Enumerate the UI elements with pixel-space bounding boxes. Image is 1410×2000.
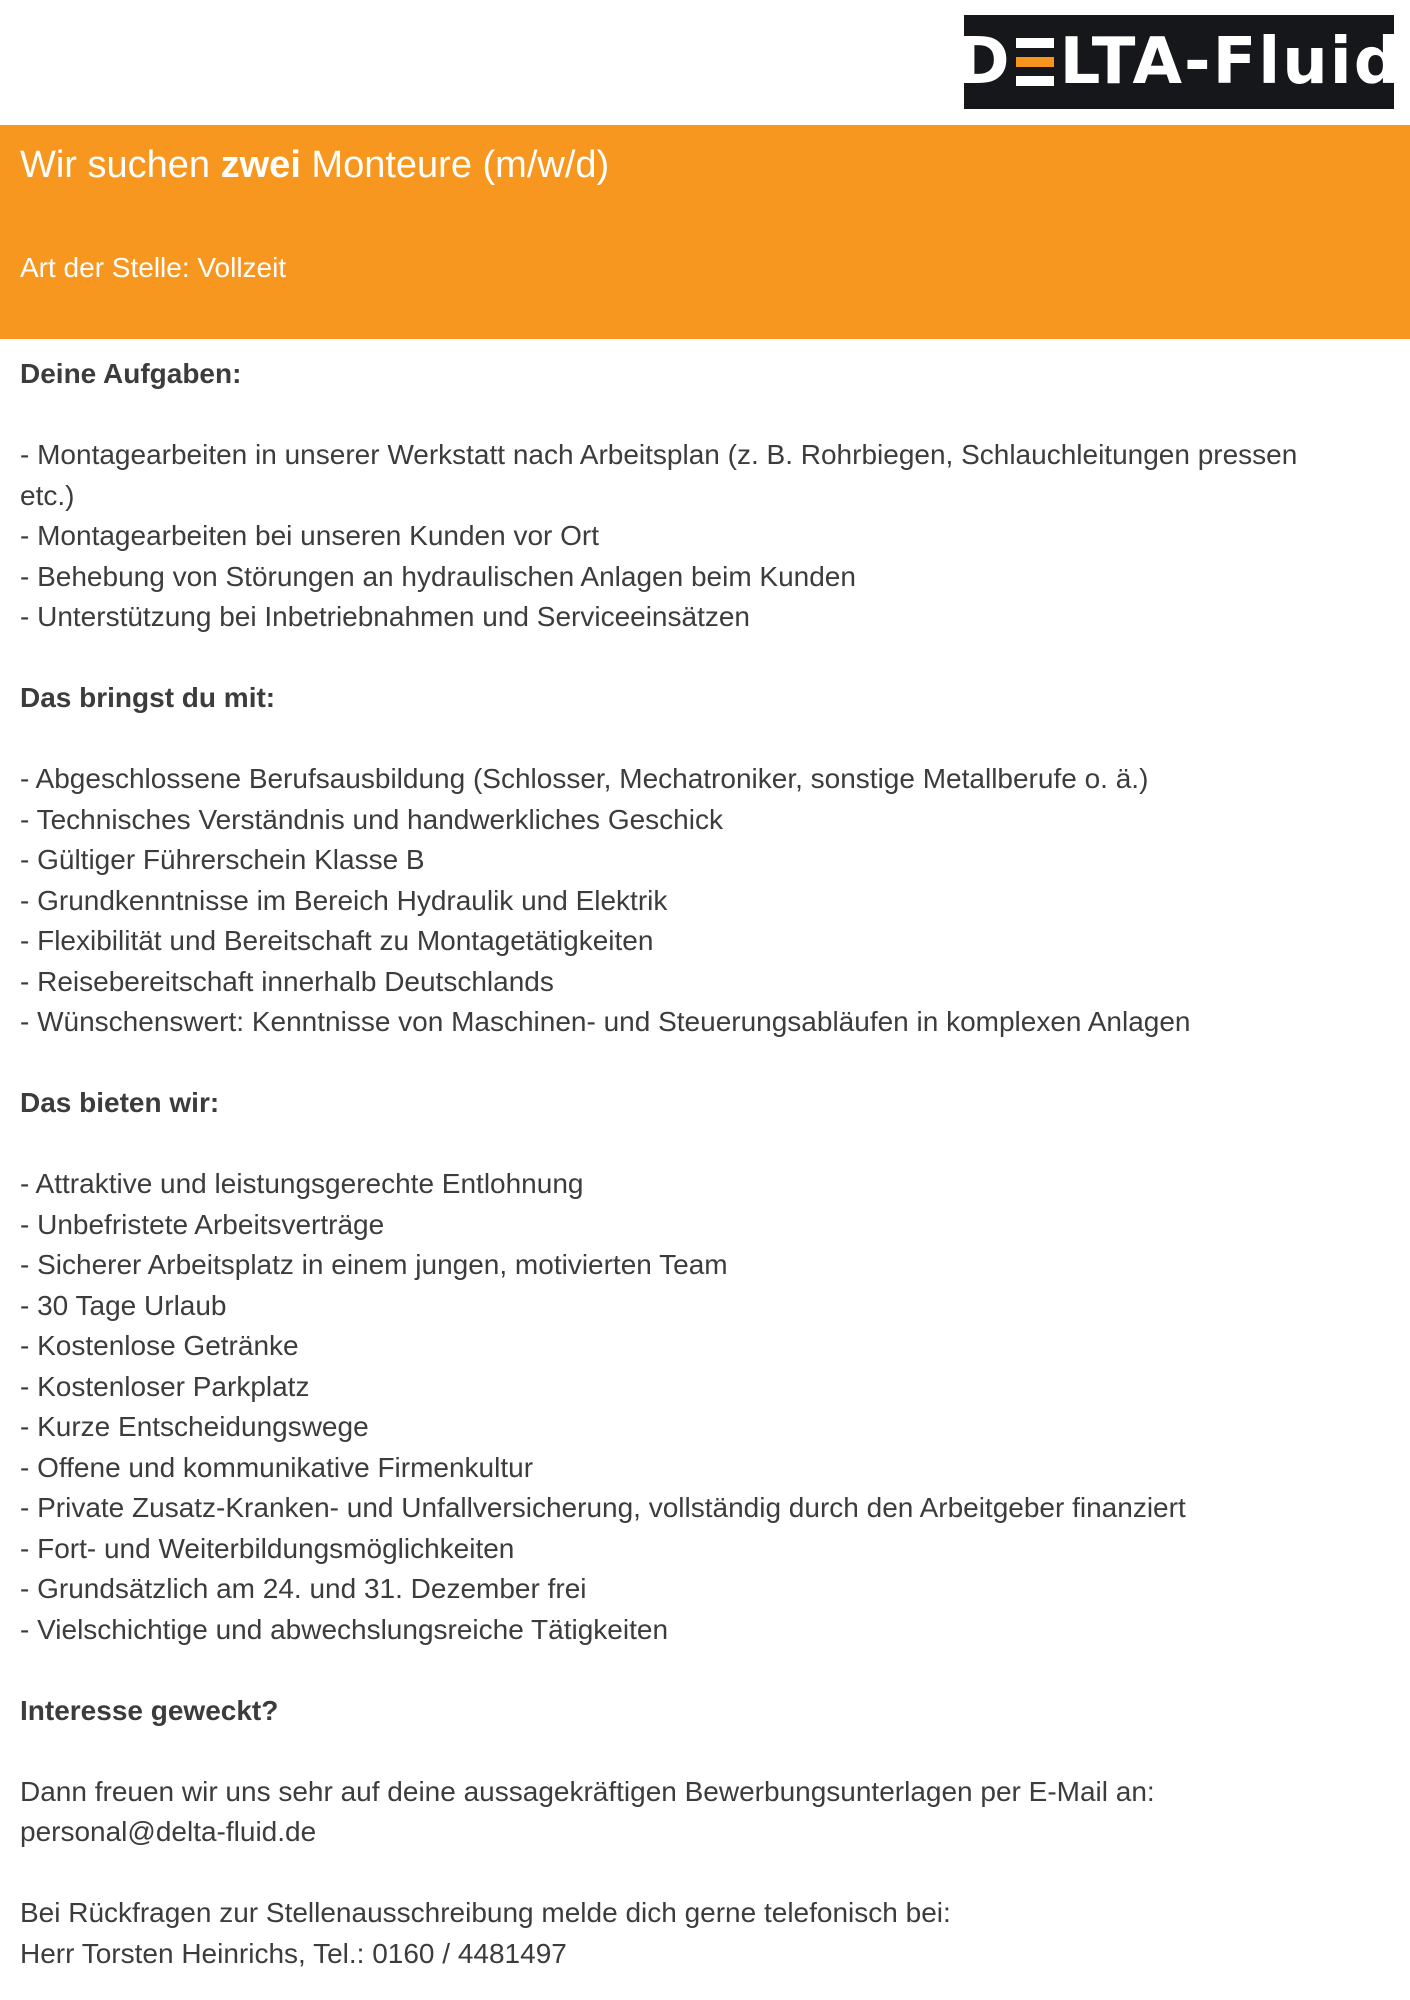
logo-suffix: LTA-Fluid: [1059, 25, 1402, 99]
list-item: - Kostenlose Getränke: [20, 1330, 299, 1361]
job-title-post: Monteure (m/w/d): [300, 144, 610, 186]
list-item: - Vielschichtige und abwechslungsreiche Tätigkeiten: [20, 1613, 669, 1645]
list-item: - Private Zusatz-Kranken- und Unfallversicherung, vollständig durch den Arbeitgeber finanziert: [20, 1492, 1186, 1523]
section-heading-anforderungen: Das bringst du mit:: [20, 682, 276, 713]
aufgaben-list: [20, 435, 1350, 638]
list-item: - Kurze Entscheidungswege: [20, 1411, 369, 1442]
section-heading-kontakt: Interesse geweckt?: [20, 1694, 279, 1726]
list-item: - Wünschenswert: Kenntnisse von Maschinen- und Steuerungsabläufen in komplexen Anlagen: [20, 1006, 1191, 1037]
list-item: - Gültiger Führerschein Klasse B: [20, 844, 425, 875]
list-item: - Kostenloser Parkplatz: [20, 1370, 310, 1402]
list-item: - Flexibilität und Bereitschaft zu Montagetätigkeiten: [20, 925, 654, 956]
apply-text: Dann freuen wir uns sehr auf deine aussagekräftigen Bewerbungsunterlagen per E-Mail an:: [20, 1775, 1155, 1807]
list-item: - Grundkenntnisse im Bereich Hydraulik und Elektrik: [20, 884, 668, 916]
section-heading-aufgaben: Deine Aufgaben:: [20, 358, 242, 389]
list-item: - 30 Tage Urlaub: [20, 1289, 227, 1321]
list-item: - Attraktive und leistungsgerechte Entlohnung: [20, 1168, 584, 1199]
anforderungen-list: [20, 759, 1350, 1043]
job-title: [20, 141, 609, 189]
list-item: - Unbefristete Arbeitsverträge: [20, 1208, 385, 1240]
list-item: - Fort- und Weiterbildungsmöglichkeiten: [20, 1532, 515, 1564]
section-heading-angebot: Das bieten wir:: [20, 1087, 220, 1118]
list-item: - Reisebereitschaft innerhalb Deutschlands: [20, 965, 554, 997]
job-type: Art der Stelle: Vollzeit: [20, 252, 287, 283]
list-item: - Montagearbeiten bei unseren Kunden vor Ort: [20, 520, 600, 551]
list-item: - Sicherer Arbeitsplatz in einem jungen, motivierten Team: [20, 1249, 728, 1280]
job-title-count: zwei: [220, 144, 301, 186]
contact-person: Herr Torsten Heinrichs, Tel.: 0160 / 4481497: [20, 1937, 567, 1969]
logo-e-bars-icon: [1016, 38, 1054, 86]
apply-email[interactable]: personal@delta-fluid.de: [20, 1816, 317, 1847]
delta-fluid-logo: [956, 15, 1402, 109]
list-item: - Grundsätzlich am 24. und 31. Dezember frei: [20, 1573, 587, 1604]
list-item: - Offene und kommunikative Firmenkultur: [20, 1451, 534, 1483]
list-item: - Technisches Verständnis und handwerkliches Geschick: [20, 803, 723, 835]
job-banner: [0, 125, 1410, 339]
questions-text: Bei Rückfragen zur Stellenausschreibung melde dich gerne telefonisch bei:: [20, 1897, 951, 1928]
angebot-list: [20, 1164, 1350, 1650]
job-description: [20, 354, 1350, 1974]
list-item: - Abgeschlossene Berufsausbildung (Schlosser, Mechatroniker, sonstige Metallberufe o. ä.): [20, 763, 1149, 794]
list-item: - Unterstützung bei Inbetriebnahmen und Serviceeinsätzen: [20, 601, 750, 632]
job-title-pre: Wir suchen: [20, 144, 221, 186]
list-item: - Behebung von Störungen an hydraulischen Anlagen beim Kunden: [20, 560, 856, 592]
logo-wordmark: [956, 25, 1402, 99]
logo-prefix: D: [956, 25, 1012, 99]
list-item: - Montagearbeiten in unserer Werkstatt nach Arbeitsplan (z. B. Rohrbiegen, Schlauchleitungen pressen etc.): [20, 439, 1298, 511]
